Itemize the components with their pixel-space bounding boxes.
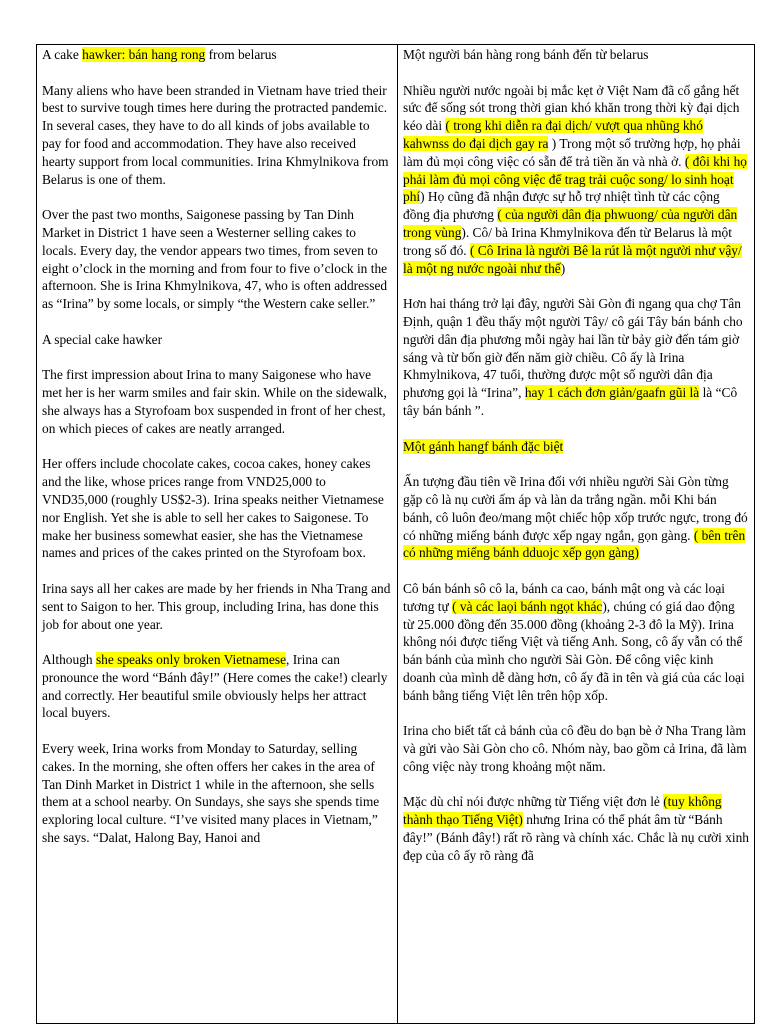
highlight: ( đôi khi họ phải làm đủ mọi công việc để trag trải cuộc song/ lo sinh hoạt phí [403,153,747,205]
vietnamese-paragraph-1: Nhiều người nước ngoài bị mắc kẹt ở Việt Nam đã cố gắng hết sức để sống sót trong thời gian khó khăn trong thời kỳ đại dịch kéo dài ( trong khi diễn ra đại dịch/ vượt qua nhũng khó kahwnss do đại dịch gay ra ) Trong một số trường hợp, họ phải làm đủ mọi công việc có sẵn để trả tiền ăn và nhà ở. ( đôi khi họ phải làm đủ mọi công việc để trag trải cuộc song/ lo sinh hoạt phí) Họ cũng đã nhận được sự hỗ trợ nhiệt tình từ các cộng đồng địa phương ( của người dân địa phwuong/ của người dân trong vùng). Cô/ bà Irina Khmylnikova đến từ Belarus là một trong số đó. ( Cô Irina là người Bê la rút là một người như vậy/ là một ng nước ngoài như thế) [403,82,747,276]
vietnamese-title: Một người bán hàng rong bánh đến từ belarus [403,47,649,62]
english-paragraph-4: Her offers include chocolate cakes, cocoa cakes, honey cakes and the like, whose prices range from VND25,000 to VND35,000 (roughly US$2-3). Irina speaks neither Vietnamese nor English. Yet she is able to sell her cakes to Saigonese. To make her business somewhat easier, she has the Vietnamese names and prices of the cakes printed on the Styrofoam box. [42,456,384,561]
english-paragraph-3: The first impression about Irina to many Saigonese who have met her is her warm smiles and fair skin. While on the sidewalk, she always has a Styrofoam box suspended in front of her chest, on which pieces of cakes are neatly arranged. [42,367,387,436]
english-column [37,45,398,1024]
english-paragraph-6: Although she speaks only broken Vietnamese, Irina can pronounce the word “Bánh đây!” (Here comes the cake!) clearly and correctly. Her beautiful smile obviously helps her attract local buyers. [42,652,388,721]
english-paragraph-7: Every week, Irina works from Monday to Saturday, selling cakes. In the morning, she often offers her cakes in the area of Tan Dinh Market in District 1 while in the afternoon, she sells them at a school nearby. On Sundays, she says she spends time exploring local culture. “I’ve visited many places in Vietnam,” she says. “Dalat, Halong Bay, Hanoi and [42,741,380,846]
highlight: ( bên trên có những miếng bánh dduojc xếp gọn gàng) [403,527,746,561]
vietnamese-paragraph-6: Mặc dù chỉ nói được những từ Tiếng việt đơn lẻ (tuy không thành thạo Tiếng Việt) nhưng Irina có thể phát âm từ “Bánh đây!” (Bánh đây!) rất rõ ràng và chính xác. Chắc là nụ cười xinh đẹp của cô ấy rõ ràng đã [403,794,749,863]
vietnamese-paragraph-2: Hơn hai tháng trở lại đây, người Sài Gòn đi ngang qua chợ Tân Định, quận 1 đều thấy một người Tây/ cô gái Tây bán bánh cho người dân địa phương mỗi ngày hai lần từ bảy giờ đến tám giờ sáng và từ bốn giờ đến năm giờ chiều. Cô ấy là Irina Khmylnikova, 47 tuổi, thường được một số người dân địa phương gọi là “Irina”, hay 1 cách đơn giản/gaafn gũi là là “Cô tây bán bánh ”. [403,296,743,418]
vietnamese-heading-2 [403,438,749,456]
english-paragraph-2: Over the past two months, Saigonese passing by Tan Dinh Market in District 1 have seen a Westerner selling cakes to locals. Every day, the vendor appears two times, from seven to eight o’clock in the morning and from four to five o’clock in the afternoon. She is Irina Khmylnikova, 47, who is often addressed as “Irina” by some locals, or simply “the Western cake seller.” [42,207,388,312]
english-title: A cake hawker: bán hang rong from belarus [42,47,277,62]
highlight: ( của người dân địa phwuong/ của người dân trong vùng [403,207,738,240]
vietnamese-column [398,45,755,1024]
english-paragraph-5: Irina says all her cakes are made by her friends in Nha Trang and sent to Saigon to her. This group, including Irina, has done this job for about one year. [42,580,391,632]
vietnamese-paragraph-5: Irina cho biết tất cả bánh của cô đều do bạn bè ở Nha Trang làm và gửi vào Sài Gòn cho cô. Nhóm này, bao gồm cả Irina, đã làm công việc này trong khoảng một năm. [403,723,747,774]
highlight: (tuy không thành thạo Tiếng Việt) [403,794,722,828]
vietnamese-paragraph-4: Cô bán bánh sô cô la, bánh ca cao, bánh mật ong và các loại tương tự ( và các laọi bánh ngọt khác), chúng có giá dao động từ 25.000 đồng đến 35.000 đồng (khoảng 2-3 đô la Mỹ). Irina không nói được tiếng Việt và tiếng Anh. Song, cô ấy vẫn có thể bán bánh của mình cho người Sài Gòn. Để công việc kinh doanh của mình dễ dàng hơn, cô ấy đã in tên và giá của các loại bánh bằng tiếng Việt lên trên hộp xốp. [403,580,745,703]
vietnamese-paragraph-3: Ấn tượng đầu tiên về Irina đối với nhiều người Sài Gòn từng gặp cô là nụ cười ấm áp và làn da trắng ngần. mỗi Khi bán bánh, cô luôn đeo/mang một chiếc hộp xốp trước ngực, trong đó có những miếng bánh được xếp ngay ngắn, gọn gàng. ( bên trên có những miếng bánh dduojc xếp gọn gàng) [403,474,748,561]
highlight: ( và các laọi bánh ngọt khác [452,598,603,614]
highlight: she speaks only broken Vietnamese [95,652,287,668]
highlight: ( trong khi diễn ra đại dịch/ vượt qua nhũng khó kahwnss do đại dịch gay ra [403,118,703,151]
table-row [37,45,755,1024]
highlight: hay 1 cách đơn giản/gaafn gũi là [524,385,700,401]
bilingual-table [36,44,755,1024]
english-heading-2: A special cake hawker [42,331,163,347]
highlight: Một gánh hangf bánh đặc biệt [403,438,564,454]
english-paragraph-1: Many aliens who have been stranded in Vietnam have tried their best to survive tough times here during the protracted pandemic. In several cases, they have to do all kinds of jobs available to pay for food and accommodation. They have also received hearty support from local communities. Irina Khmylnikova from Belarus is one of them. [42,82,389,187]
highlight: hawker: bán hang rong [82,47,206,62]
highlight: ( Cô Irina là người Bê la rút là một người như vậy/ là một ng nước ngoài như thế [403,242,742,276]
